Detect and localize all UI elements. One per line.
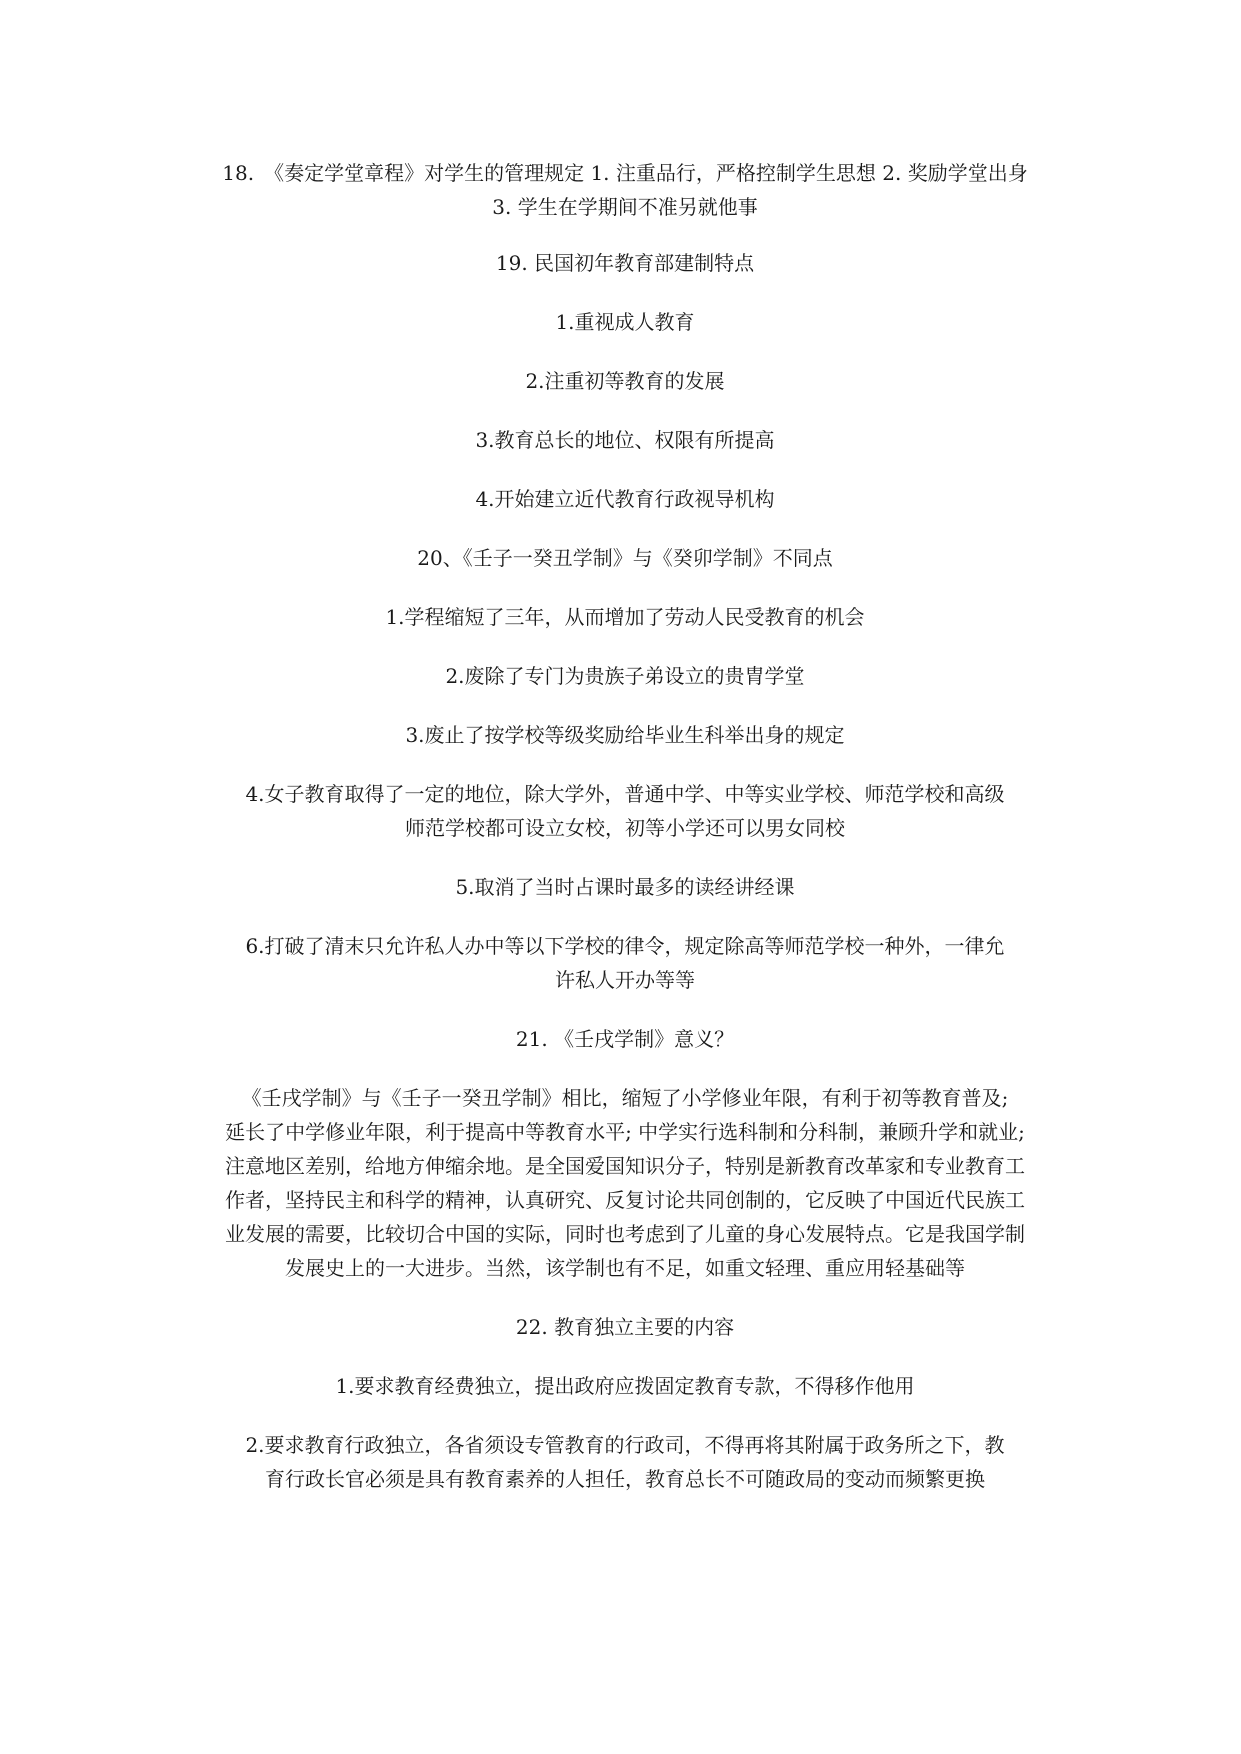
paragraph-item-19-2	[190, 364, 1060, 398]
heading-item-20	[190, 541, 1060, 575]
paragraph-item-20-5	[190, 870, 1060, 904]
text-line: 1.要求教育经费独立，提出政府应拨固定教育专款，不得移作他用	[335, 1374, 915, 1398]
text-line: 3. 学生在学期间不准另就他事	[492, 195, 758, 219]
text-line: 育行政长官必须是具有教育素养的人担任，教育总长不可随政局的变动而频繁更换	[265, 1467, 985, 1491]
text-line: 2.要求教育行政独立，各省须设专管教育的行政司，不得再将其附属于政务所之下，教	[245, 1433, 1005, 1457]
text-line: 注意地区差别，给地方伸缩余地。是全国爱国知识分子，特别是新教育改革家和专业教育工	[225, 1154, 1025, 1178]
text-line: 21. 《壬戌学制》意义？	[515, 1027, 735, 1051]
text-line: 《壬戌学制》与《壬子一癸丑学制》相比，缩短了小学修业年限，有利于初等教育普及;	[241, 1086, 1009, 1110]
paragraph-item-20-1	[190, 600, 1060, 634]
text-line: 发展史上的一大进步。当然，该学制也有不足，如重文轻理、重应用轻基础等	[285, 1256, 965, 1280]
paragraph-item-19-3	[190, 423, 1060, 457]
text-line: 4.开始建立近代教育行政视导机构	[475, 487, 775, 511]
heading-item-21	[190, 1022, 1060, 1056]
text-line: 许私人开办等等	[555, 968, 695, 992]
paragraph-item-20-3	[190, 718, 1060, 752]
paragraph-item-22-1	[190, 1369, 1060, 1403]
text-line: 师范学校都可设立女校，初等小学还可以男女同校	[405, 816, 845, 840]
text-line: 2.废除了专门为贵族子弟设立的贵胄学堂	[445, 664, 805, 688]
text-line: 4.女子教育取得了一定的地位，除大学外，普通中学、中等实业学校、师范学校和高级	[245, 782, 1005, 806]
heading-item-19	[190, 246, 1060, 280]
document-body	[190, 156, 1060, 1521]
paragraph-item-20-4	[190, 777, 1060, 845]
text-line: 2.注重初等教育的发展	[525, 369, 725, 393]
text-line: 1.重视成人教育	[555, 310, 695, 334]
text-line: 1.学程缩短了三年，从而增加了劳动人民受教育的机会	[385, 605, 865, 629]
text-line: 延长了中学修业年限，利于提高中等教育水平; 中学实行选科制和分科制，兼顾升学和就业;	[225, 1120, 1025, 1144]
heading-item-22	[190, 1310, 1060, 1344]
text-line: 作者，坚持民主和科学的精神，认真研究、反复讨论共同创制的，它反映了中国近代民族工	[225, 1188, 1025, 1212]
paragraph-item-18	[190, 156, 1060, 224]
text-line: 3.废止了按学校等级奖励给毕业生科举出身的规定	[405, 723, 845, 747]
paragraph-item-21	[190, 1081, 1060, 1285]
text-line: 业发展的需要，比较切合中国的实际，同时也考虑到了儿童的身心发展特点。它是我国学制	[225, 1222, 1025, 1246]
text-line: 3.教育总长的地位、权限有所提高	[475, 428, 775, 452]
text-line: 18. 《奏定学堂章程》对学生的管理规定 1. 注重品行，严格控制学生思想 2. 奖励学堂出身	[222, 161, 1028, 185]
text-line: 20、《壬子一癸丑学制》与《癸卯学制》不同点	[417, 546, 833, 570]
text-line: 6.打破了清末只允许私人办中等以下学校的律令，规定除高等师范学校一种外，一律允	[245, 934, 1005, 958]
text-line: 5.取消了当时占课时最多的读经讲经课	[455, 875, 795, 899]
text-line: 19. 民国初年教育部建制特点	[495, 251, 755, 275]
paragraph-item-19-1	[190, 305, 1060, 339]
text-line: 22. 教育独立主要的内容	[515, 1315, 735, 1339]
paragraph-item-20-6	[190, 929, 1060, 997]
paragraph-item-22-2	[190, 1428, 1060, 1496]
paragraph-item-19-4	[190, 482, 1060, 516]
paragraph-item-20-2	[190, 659, 1060, 693]
